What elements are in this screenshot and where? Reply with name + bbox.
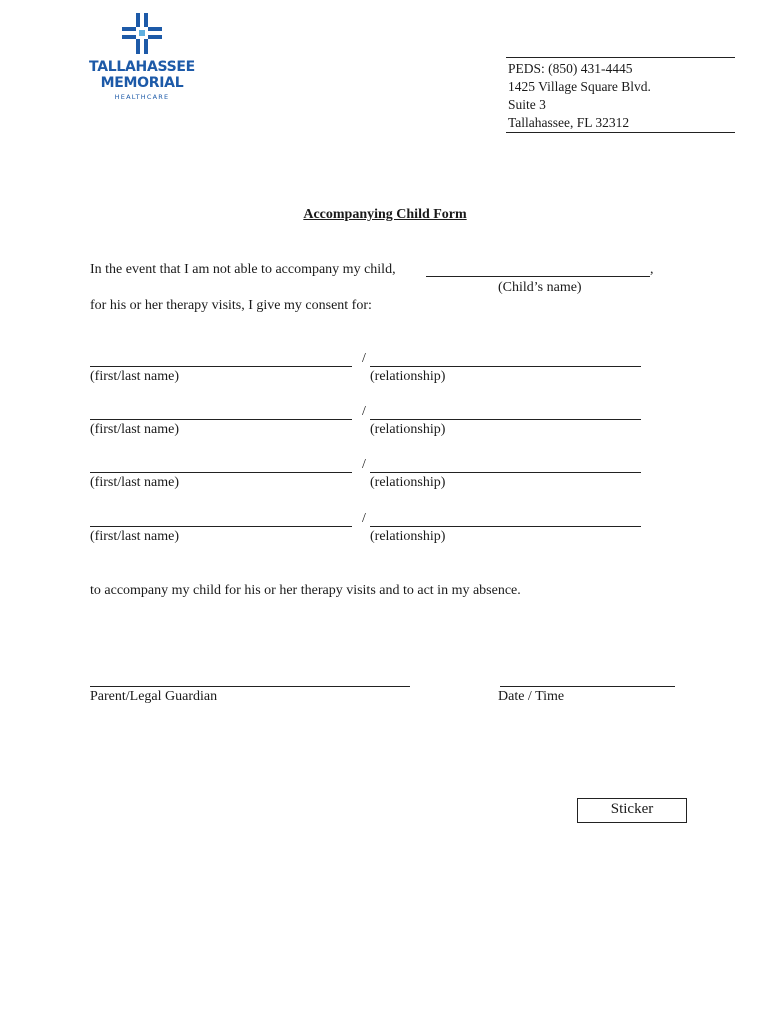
relationship-label-3: (relationship) [370,475,446,490]
relationship-label-2: (relationship) [370,422,446,437]
row-separator-1: / [362,351,366,366]
child-name-comma: , [650,262,654,277]
child-name-field[interactable] [426,276,650,277]
row-separator-3: / [362,457,366,472]
relationship-field-1[interactable] [370,366,641,367]
logo-text-memorial: MEMORIAL [100,75,184,91]
relationship-field-4[interactable] [370,526,641,527]
cross-logo-icon [120,12,164,56]
address-phone: PEDS: (850) 431-4445 [508,61,633,76]
consent-text: for his or her therapy visits, I give my consent for: [90,298,372,313]
row-separator-4: / [362,511,366,526]
closing-text: to accompany my child for his or her therapy visits and to act in my absence. [90,583,521,598]
name-label-2: (first/last name) [90,422,180,437]
relationship-field-2[interactable] [370,419,641,420]
form-title: Accompanying Child Form [303,207,467,222]
address-suite: Suite 3 [508,97,546,112]
address-city: Tallahassee, FL 32312 [508,115,630,130]
hospital-logo [88,12,196,104]
logo-text-healthcare: HEALTHCARE [114,93,170,101]
row-separator-2: / [362,404,366,419]
intro-text: In the event that I am not able to accompany my child, [90,262,396,277]
address-bottom-rule [506,132,735,133]
relationship-field-3[interactable] [370,472,641,473]
name-field-2[interactable] [90,419,352,420]
relationship-label-1: (relationship) [370,369,446,384]
guardian-signature-field[interactable] [90,686,410,687]
name-label-1: (first/last name) [90,369,180,384]
date-time-field[interactable] [500,686,675,687]
guardian-signature-label: Parent/Legal Guardian [90,689,218,704]
sticker-box [577,798,687,823]
address-top-rule [506,57,735,58]
name-field-4[interactable] [90,526,352,527]
relationship-label-4: (relationship) [370,529,446,544]
address-block [508,60,738,132]
date-time-label: Date / Time [498,689,565,704]
logo-text-tallahassee: TALLAHASSEE [89,59,195,75]
name-field-3[interactable] [90,472,352,473]
name-label-4: (first/last name) [90,529,180,544]
child-name-label: (Child’s name) [498,280,582,295]
name-field-1[interactable] [90,366,352,367]
sticker-label: Sticker [610,801,654,817]
address-street: 1425 Village Square Blvd. [508,79,651,94]
name-label-3: (first/last name) [90,475,180,490]
